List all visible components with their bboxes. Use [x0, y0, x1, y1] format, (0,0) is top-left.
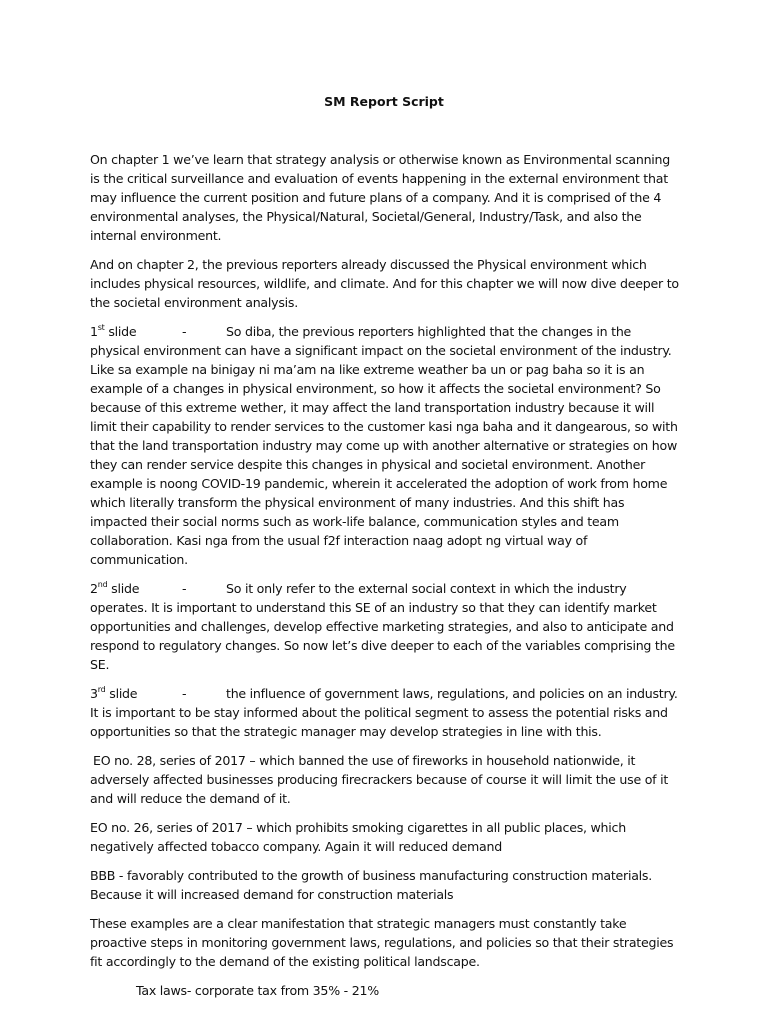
slide-3-label	[90, 684, 182, 703]
document-body	[90, 150, 680, 1010]
slide-1-text: So diba, the previous reporters highlighted that the changes in the physical environment can have a significant impact on the societal environment of the industry. Like sa example na binigay ni ma’am na like extreme weather ba un or pag baha so it is an example of a changes in physical environment, so how it affects the societal environment? So because of this extreme wether, it may affect the land transportation industry because it will limit their capability to render services to the customer kasi nga baha and it dangearous, so with that the land transportation industry may come up with another alternative or strategies on how they can render service despite this changes in physical and societal environment. Another example is noong COVID-19 pandemic, wherein it accelerated the adoption of work from home which literally transform the physical environment of many industries. And this shift has impacted their social norms such as work-life balance, communication styles and team collaboration. Kasi nga from the usual f2f interaction naag adopt ng virtual way of communication.	[90, 324, 678, 567]
chapter2-paragraph: And on chapter 2, the previous reporters already discussed the Physical environment which includes physical resources, wildlife, and climate. And for this chapter we will now dive deeper to the societal environment analysis.	[90, 257, 679, 310]
slide-2-text: So it only refer to the external social context in which the industry operates. It is important to understand this SE of an industry so that they can identify market opportunities and challenges, develop effective marketing strategies, and also to anticipate and respond to regulatory changes. So now let’s dive deeper to each of the variables comprising the SE.	[90, 581, 675, 672]
slide-2-number: 2	[90, 581, 98, 596]
document-title: SM Report Script	[324, 94, 444, 109]
slide-1-paragraph	[90, 322, 680, 569]
slide-1-suffix: st	[97, 322, 105, 332]
intro-paragraph: On chapter 1 we’ve learn that strategy analysis or otherwise known as Environmental scanning is the critical surveillance and evaluation of events happening in the external environment that may influence the current position and future plans of a company. And it is comprised of the 4 environmental analyses, the Physical/Natural, Societal/General, Industry/Task, and also the internal environment.	[90, 152, 671, 243]
conclusion-paragraph: These examples are a clear manifestation that strategic managers must constantly take proactive steps in monitoring government laws, regulations, and policies so that their strategies fit accordingly to the demand of the existing political landscape.	[90, 916, 674, 969]
eo26-paragraph: EO no. 26, series of 2017 – which prohibits smoking cigarettes in all public places, which negatively affected tobacco company. Again it will reduced demand	[90, 820, 626, 854]
slide-3-text: the influence of government laws, regulations, and policies on an industry. It is important to be stay informed about the political segment to assess the potential risks and opportunities so that the strategic manager may develop strategies in line with this.	[90, 686, 678, 739]
slide-2-dash: -	[182, 581, 187, 596]
slide-2-label	[90, 579, 182, 598]
bbb-paragraph: BBB - favorably contributed to the growth of business manufacturing construction materials. Because it will increased demand for construction materials	[90, 868, 652, 902]
slide-1-word: slide	[104, 324, 137, 339]
slide-3-paragraph	[90, 684, 680, 741]
slide-3-dash: -	[182, 686, 187, 701]
slide-3-word: slide	[105, 686, 138, 701]
slide-1-label	[90, 322, 182, 341]
eo28-paragraph: EO no. 28, series of 2017 – which banned the use of fireworks in household nationwide, it adversely affected businesses producing firecrackers because of course it will limit the use of it and will reduce the demand of it.	[90, 753, 669, 806]
slide-3-number: 3	[90, 686, 98, 701]
slide-2-paragraph	[90, 579, 680, 674]
slide-1-number: 1	[90, 324, 98, 339]
slide-3-suffix: rd	[97, 684, 106, 694]
tax-laws-line: Tax laws- corporate tax from 35% - 21%	[136, 983, 379, 998]
slide-2-suffix: nd	[97, 579, 108, 589]
slide-2-word: slide	[107, 581, 140, 596]
slide-1-dash: -	[182, 324, 187, 339]
